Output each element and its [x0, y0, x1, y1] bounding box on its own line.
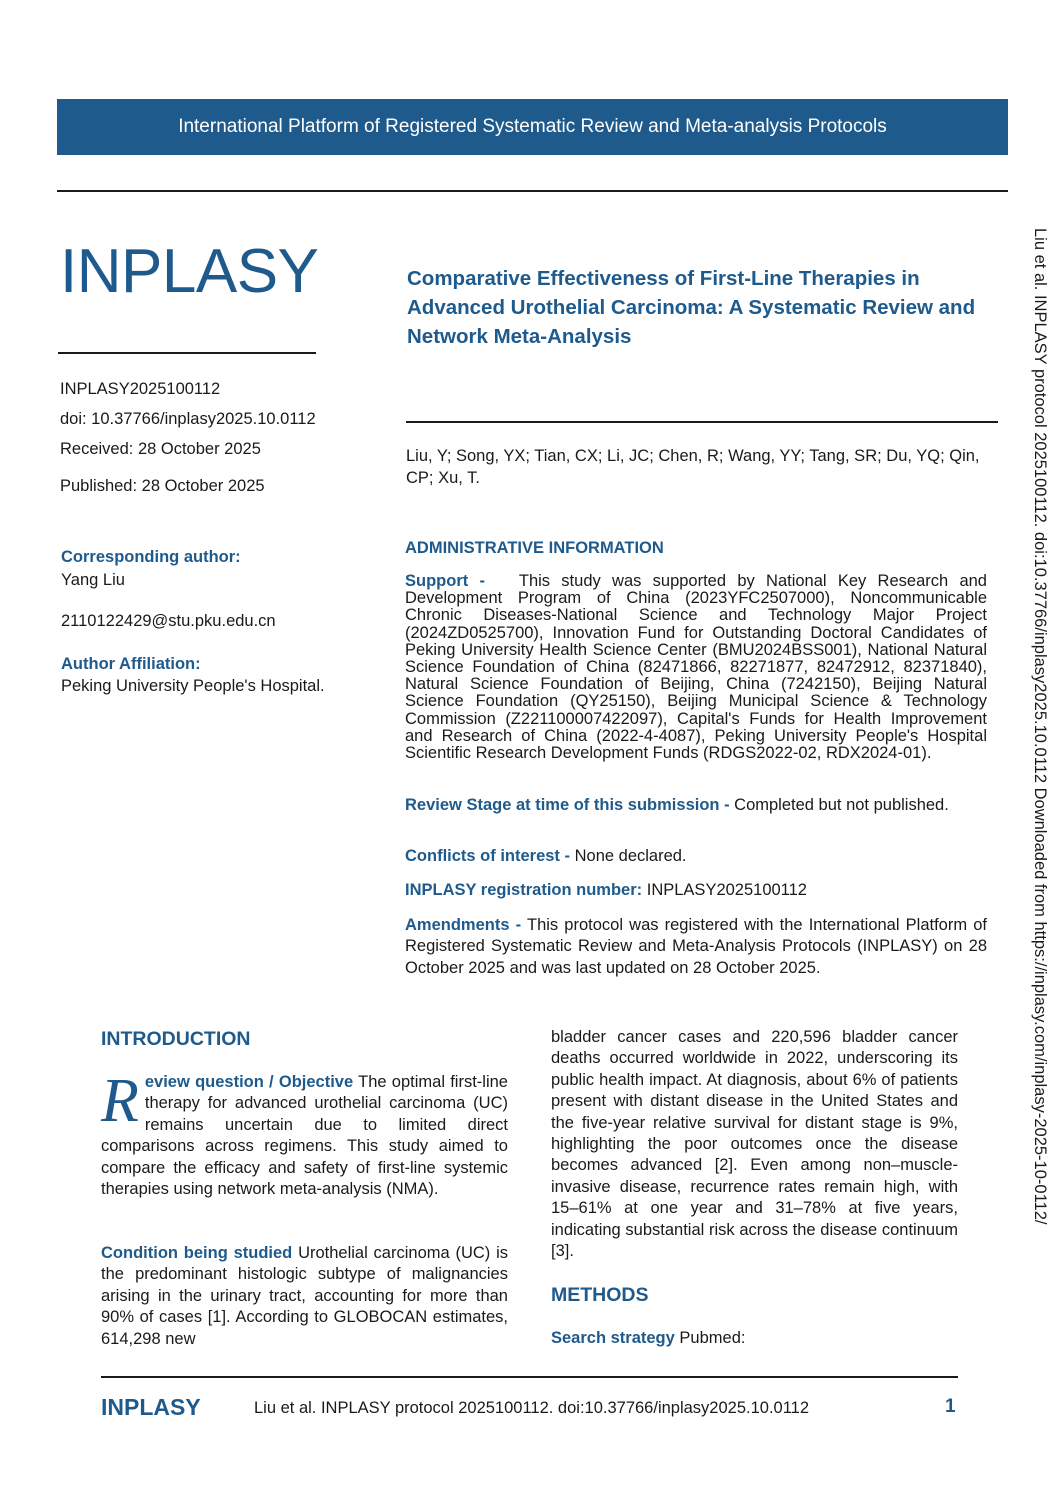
registration-number: INPLASY2025100112	[646, 881, 807, 899]
author-email[interactable]: 2110122429@stu.pku.edu.cn	[61, 612, 276, 630]
review-stage-text: Completed but not published.	[734, 796, 949, 814]
received-date: Received: 28 October 2025	[60, 440, 261, 458]
conflicts-text: None declared.	[574, 847, 687, 865]
review-stage-label: Review Stage at time of this submission -	[405, 796, 730, 814]
registration-paragraph	[405, 882, 987, 899]
published-date: Published: 28 October 2025	[60, 477, 265, 495]
platform-banner: International Platform of Registered Systematic Review and Meta-analysis Protocols	[57, 99, 1008, 155]
amendments-paragraph	[405, 915, 987, 979]
methods-heading: METHODS	[551, 1284, 649, 1306]
author-affiliation: Peking University People's Hospital.	[61, 677, 325, 695]
page-number: 1	[945, 1396, 956, 1417]
doi: doi: 10.37766/inplasy2025.10.0112	[60, 410, 316, 428]
registration-label: INPLASY registration number:	[405, 881, 643, 899]
article-title: Comparative Effectiveness of First-Line Therapies in Advanced Urothelial Carcinoma: A Systematic Review and Network Meta-Analysis	[407, 267, 976, 348]
condition-continued: bladder cancer cases and 220,596 bladder cancer deaths occurred worldwide in 2022, underscoring its public health impact. At diagnosis, about 6% of patients present with distant disease in the United States and the five-year relative survival for distant stage is 9%, highlighting the poor outcomes once the disease becomes advanced [2]. Even among non–muscle-invasive disease, recurrence rates remain high, with 15–61% at one year and 31–78% at five years, indicating substantial risk across the disease continuum [3].	[551, 1028, 958, 1261]
author-list: Liu, Y; Song, YX; Tian, CX; Li, JC; Chen, R; Wang, YY; Tang, SR; Du, YQ; Qin, CP; Xu, T.	[406, 447, 980, 487]
search-strategy-text: Pubmed:	[679, 1329, 746, 1347]
objective-text: The optimal first-line therapy for advanced urothelial carcinoma (UC) remains uncertain due to limited direct comparisons across regimens. This study aimed to compare the efficacy and safety of first-line systemic therapies using network meta-analysis (NMA).	[101, 1073, 508, 1199]
title-divider	[406, 421, 998, 423]
registration-id: INPLASY2025100112	[60, 380, 221, 398]
condition-label: Condition being studied	[101, 1244, 293, 1262]
footer-logo: INPLASY	[101, 1394, 201, 1420]
corresponding-author-label: Corresponding author:	[61, 548, 241, 566]
support-paragraph	[405, 573, 987, 762]
conflicts-paragraph	[405, 848, 987, 865]
objective-label: eview question / Objective	[144, 1073, 354, 1091]
corresponding-author-name: Yang Liu	[61, 571, 125, 589]
search-strategy-label: Search strategy	[551, 1329, 675, 1347]
author-affiliation-label: Author Affiliation:	[61, 655, 201, 673]
conflicts-label: Conflicts of interest -	[405, 847, 571, 865]
footer-divider	[101, 1376, 958, 1378]
inplasy-logo: INPLASY	[60, 237, 319, 306]
search-strategy-paragraph	[551, 1328, 958, 1349]
top-divider	[57, 190, 1008, 192]
admin-info-heading: ADMINISTRATIVE INFORMATION	[405, 539, 664, 557]
logo-divider	[58, 352, 316, 354]
condition-paragraph	[101, 1243, 508, 1350]
drop-cap-letter: R	[101, 1067, 139, 1135]
review-stage-paragraph	[405, 797, 987, 814]
introduction-heading: INTRODUCTION	[101, 1028, 251, 1050]
support-label: Support -	[405, 572, 486, 590]
side-citation: Liu et al. INPLASY protocol 2025100112. doi:10.37766/inplasy2025.10.0112 Downloaded from https://inplasy.com/inplasy-2025-10-0112/	[1031, 228, 1049, 1225]
amendments-text: This protocol was registered with the International Platform of Registered Systematic Review and Meta-Analysis Protocols (INPLASY) on 28 October 2025 and was last updated on 28 October 2025.	[405, 916, 987, 977]
condition-text: Urothelial carcinoma (UC) is the predominant histologic subtype of malignancies arising in the urinary tract, accounting for more than 90% of cases [1]. According to GLOBOCAN estimates, 614,298 new	[101, 1244, 509, 1348]
footer-citation: Liu et al. INPLASY protocol 2025100112. doi:10.37766/inplasy2025.10.0112	[254, 1399, 810, 1417]
objective-paragraph	[101, 1067, 508, 1200]
amendments-label: Amendments -	[405, 916, 522, 934]
support-text: This study was supported by National Key Research and Development Program of China (2023YFC2507000), Noncommunicable Chronic Diseases-National Science and Technology Major Project (2024ZD0525700), Innovation Fund for Outstanding Doctoral Candidates of Peking University Health Science Center (BMU2024BSS001), National Natural Science Foundation of China (82471866, 82271877, 82472912, 82371840), Natural Science Foundation of Beijing, China (7242150), Beijing Natural Science Foundation (QY25150), Beijing Municipal Science & Technology Commission (Z221100007422097), Capital's Funds for Health Improvement and Research of China (2022-4-4087), Peking University People's Hospital Scientific Research Development Funds (RDGS2022-02, RDX2024-01).	[405, 572, 987, 763]
